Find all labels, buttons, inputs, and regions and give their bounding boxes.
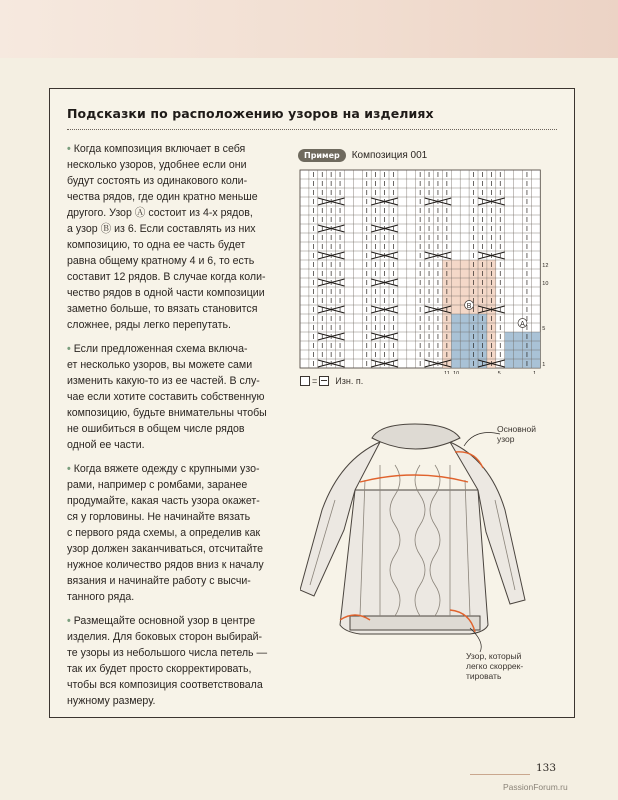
example-header: [298, 149, 427, 162]
tip-line: Когда композиция включает в себя: [73, 143, 246, 155]
composition-label: Композиция 001: [351, 150, 428, 161]
knitting-chart: [298, 168, 550, 374]
tip-line: равна общему кратному 4 и 6, то есть: [67, 255, 255, 267]
tip-line: ся у горловины. Не начинайте вязать: [67, 511, 251, 523]
chart-legend: [300, 376, 363, 386]
marker-a-label: A: [520, 321, 525, 328]
tip-line: одной ее части.: [67, 439, 145, 451]
tips-column: [67, 141, 285, 717]
tip-line: не ошибиться в общем числе рядов: [67, 423, 245, 435]
tip-line: с первого ряда схемы, а определив как: [67, 527, 261, 539]
tip-line: чество рядов в одной части композиции: [67, 287, 265, 299]
page-number: 133: [536, 762, 557, 774]
stitch-number: 11: [444, 371, 450, 374]
example-badge: Пример: [298, 149, 346, 162]
callout-line: легко скоррек-: [466, 661, 524, 671]
row-number: 5: [542, 326, 546, 332]
callout-main-pattern: [497, 424, 536, 444]
watermark-text: PassionForum.ru: [503, 782, 568, 792]
legend-text: Изн. п.: [335, 376, 364, 386]
tip-line: узор должен заканчиваться, отсчитайте: [67, 543, 263, 555]
tip-line: танного ряда.: [67, 591, 135, 603]
tip-line: рами, например с ромбами, заранее: [67, 479, 248, 491]
callout-side-pattern: [466, 651, 523, 681]
row-number: 12: [542, 263, 549, 269]
bullet-icon: •: [67, 343, 71, 355]
purl-symbol-icon: [300, 376, 310, 386]
marker-b-label: B: [466, 303, 472, 310]
row-number: 1: [542, 362, 546, 368]
tip-line: композицию, то одна ее часть будет: [67, 239, 246, 251]
bullet-icon: •: [67, 143, 71, 155]
tip-line: чае если хотите составить собственную: [67, 391, 265, 403]
tip-line: другого. Узор Ⓐ состоит из 4-х рядов,: [67, 207, 253, 219]
tip-line: изменить какую-то из ее частей. В слу-: [67, 375, 260, 387]
legend-equals: =: [312, 376, 318, 386]
tip-line: ет несколько узоров, вы можете сами: [67, 359, 253, 371]
tip-paragraph: [67, 461, 285, 605]
tip-line: Если предложенная схема включа-: [73, 343, 248, 355]
tip-paragraph: [67, 341, 285, 453]
tip-line: композицию, будьте внимательны чтобы: [67, 407, 267, 419]
top-band: [0, 0, 618, 58]
tip-line: чества рядов, где один кратно меньше: [67, 191, 258, 203]
tip-line: будут состоять из одинакового коли-: [67, 175, 248, 187]
tip-line: те узоры из небольшого числа петель —: [67, 647, 268, 659]
sweater-illustration: [300, 420, 540, 690]
sweater-neckline: [372, 424, 460, 449]
tip-line: нужное количество рядов вниз к началу: [67, 559, 264, 571]
tip-line: заметно больше, то вязать становится: [67, 303, 258, 315]
tip-line: изделия. Для боковых сторон выбирай-: [67, 631, 263, 643]
purl-symbol-alt-icon: [319, 376, 329, 386]
tip-line: так их будет просто скорректировать,: [67, 663, 252, 675]
callout-line: узор: [497, 434, 515, 444]
row-number: 10: [542, 281, 549, 287]
tip-line: продумайте, какая часть узора окажет-: [67, 495, 260, 507]
tip-line: составит 12 рядов. В случае когда коли-: [67, 271, 266, 283]
callout-line: Основной: [497, 424, 536, 434]
tip-line: а узор Ⓑ из 6. Если составлять из них: [67, 223, 256, 235]
stitch-number: 1: [533, 371, 537, 374]
tip-line: сложнее, ряды легко перепутать.: [67, 319, 231, 331]
tip-line: Когда вяжете одежду с крупными узо-: [73, 463, 260, 475]
tip-line: чтобы вся композиция соответствовала: [67, 679, 263, 691]
tip-line: Размещайте основной узор в центре: [73, 615, 256, 627]
tip-paragraph: [67, 141, 285, 333]
callout-line: тировать: [466, 671, 502, 681]
bullet-icon: •: [67, 615, 71, 627]
page-title: Подсказки по расположению узоров на изделиях: [67, 106, 434, 121]
page-number-rule: [470, 774, 530, 775]
tip-paragraph: [67, 613, 285, 709]
tip-line: несколько узоров, удобнее если они: [67, 159, 247, 171]
accent-arc-main: [360, 475, 468, 482]
stitch-number: 5: [497, 371, 501, 374]
sweater-hem: [350, 616, 480, 630]
tip-line: вязания и начинайте работу с высчи-: [67, 575, 251, 587]
bullet-icon: •: [67, 463, 71, 475]
callout-line: Узор, который: [466, 651, 522, 661]
title-divider: [67, 129, 557, 130]
tip-line: нужному размеру.: [67, 695, 156, 707]
stitch-number: 10: [453, 371, 460, 374]
